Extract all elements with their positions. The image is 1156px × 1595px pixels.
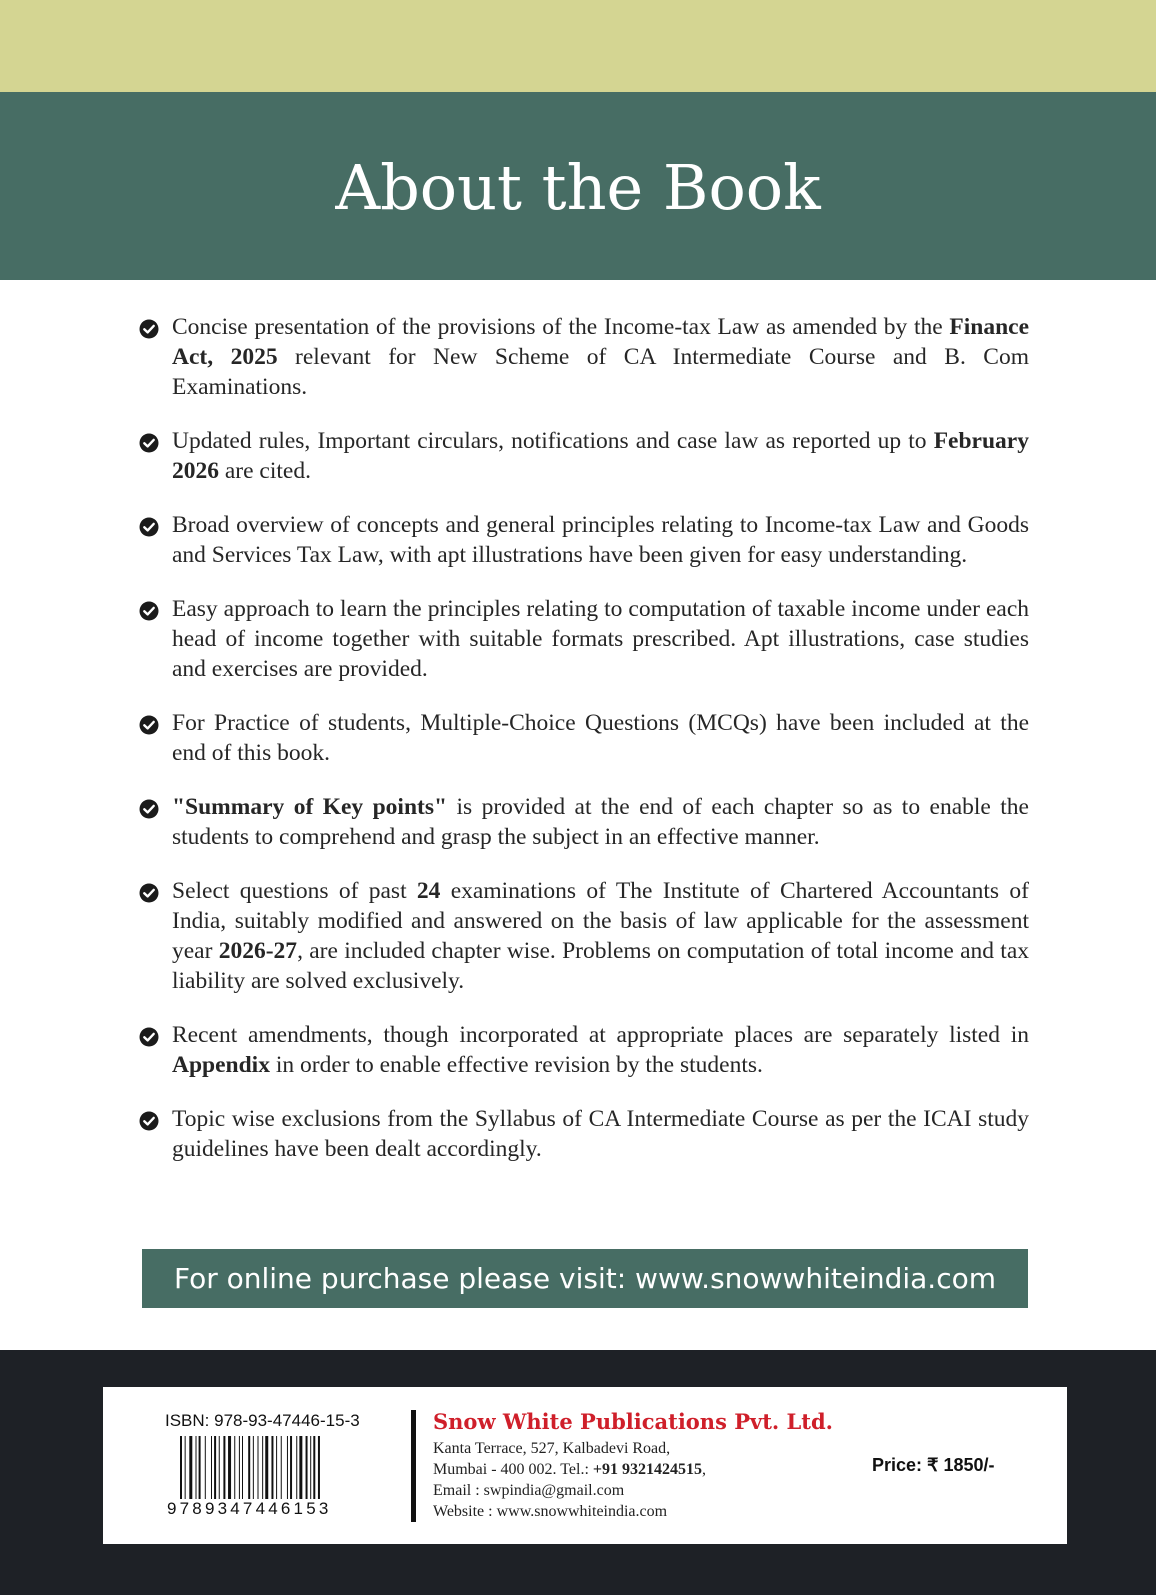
barcode-digits: 9789347446153 (167, 1499, 332, 1518)
bullet-item (139, 1104, 1029, 1164)
bullet-text: Easy approach to learn the principles relating to computation of taxable income under each head of income together with suitable formats prescribed. Apt illustrations, case studies and exercises are provided. (172, 596, 1029, 682)
barcode-bar (318, 1436, 320, 1500)
check-circle-icon (139, 715, 159, 735)
address-comma: , (702, 1461, 707, 1478)
bullet-text: are cited. (219, 458, 311, 484)
barcode-bar (185, 1436, 186, 1500)
publisher-website: Website : www.snowwhiteindia.com (433, 1503, 668, 1520)
barcode-bar (211, 1436, 212, 1500)
barcode-bar (299, 1436, 302, 1500)
bullet-item (139, 1020, 1029, 1080)
barcode-bar (180, 1436, 182, 1500)
footer-divider (411, 1410, 416, 1522)
barcode-bar (253, 1436, 254, 1500)
address-city: Mumbai - 400 002. Tel.: (433, 1461, 593, 1478)
bullet-item (139, 792, 1029, 852)
barcode-bar (265, 1436, 268, 1500)
bullet-text: Recent amendments, though incorporated at appropriate places are separately listed in (172, 1022, 1029, 1048)
publisher-email: Email : swpindia@gmail.com (433, 1482, 625, 1499)
publisher-phone: +91 9321424515 (592, 1461, 703, 1478)
barcode-bar (287, 1436, 288, 1500)
feature-list (139, 312, 1029, 1188)
barcode-bar (199, 1436, 201, 1500)
bullet-text: Concise presentation of the provisions of the Income-tax Law as amended by the (172, 314, 950, 340)
bullet-text: Broad overview of concepts and general principles relating to Income-tax Law and Goods and Services Tax Law, with apt illustrations have been given for easy understanding. (172, 512, 1029, 568)
bullet-text: Updated rules, Important circulars, notifications and case law as reported up to (172, 428, 934, 454)
bullet-text: Select questions of past (172, 878, 417, 904)
bullet-text: For Practice of students, Multiple-Choice Questions (MCQs) have been included at the end of this book. (172, 710, 1029, 766)
bullet-text: , are included chapter wise. Problems on computation of total income and tax liability are solved exclusively. (172, 938, 1029, 994)
publisher-address-line1: Kanta Terrace, 527, Kalbadevi Road, (433, 1440, 671, 1457)
bullet-text: relevant for New Scheme of CA Intermediate Course and B. Com Examinations. (172, 344, 1029, 400)
bullet-text: is provided at the end of each chapter so as to enable the students to comprehend and grasp the subject in an effective manner. (172, 794, 1029, 850)
barcode-bar (219, 1436, 220, 1500)
barcode-bar (271, 1436, 273, 1500)
promo-banner (142, 1249, 1028, 1308)
check-circle-icon (139, 883, 159, 903)
bullet-item (139, 312, 1029, 402)
check-circle-icon (139, 517, 159, 537)
barcode-bar (290, 1436, 292, 1500)
bullet-text: Topic wise exclusions from the Syllabus of CA Intermediate Course as per the ICAI study guidelines have been dealt accordingly. (172, 1106, 1029, 1162)
barcode-bar (310, 1436, 311, 1500)
bullet-item (139, 876, 1029, 996)
barcode-bar (214, 1436, 216, 1500)
bullet-bold-text: Appendix (172, 1052, 270, 1078)
check-circle-icon (139, 799, 159, 819)
bullet-text: examinations of The Institute of Chartered Accountants of India, suitably modified and answered on the basis of law applicable for the assessment year (172, 878, 1029, 964)
barcode-bar (276, 1436, 277, 1500)
barcode-bar (281, 1436, 282, 1500)
barcode-bar (306, 1436, 308, 1500)
bullet-bold-text: February 2026 (172, 428, 1029, 484)
bullet-text: in order to enable effective revision by the students. (269, 1052, 763, 1078)
publisher-name: Snow White Publications Pvt. Ltd. (433, 1409, 833, 1434)
bullet-bold-text: Finance Act, 2025 (172, 314, 1029, 370)
barcode-bar (248, 1436, 250, 1500)
check-circle-icon (139, 319, 159, 339)
barcode-bar (242, 1436, 243, 1500)
barcode-bar (205, 1436, 206, 1500)
barcode-bar (296, 1436, 297, 1500)
promo-text: For online purchase please visit: www.snowwhiteindia.com (173, 1262, 997, 1295)
barcode-bar (262, 1436, 263, 1500)
top-color-band (0, 0, 1156, 92)
barcode-bar (189, 1436, 192, 1500)
page-title: About the Book (335, 151, 821, 224)
bullet-item (139, 594, 1029, 684)
barcode-bar (196, 1436, 197, 1500)
bullet-bold-text: 24 (416, 878, 441, 904)
bullet-item (139, 510, 1029, 570)
publisher-address-line2 (433, 1461, 706, 1479)
bullet-bold-text: 2026-27 (218, 938, 298, 964)
barcode (178, 1436, 368, 1506)
bullet-item (139, 426, 1029, 486)
barcode-bar (223, 1436, 225, 1500)
barcode-bar (313, 1436, 315, 1500)
barcode-bar (228, 1436, 231, 1500)
bullet-item (139, 708, 1029, 768)
check-circle-icon (139, 1111, 159, 1131)
bullet-bold-text: "Summary of Key points" (172, 794, 448, 820)
check-circle-icon (139, 1027, 159, 1047)
check-circle-icon (139, 601, 159, 621)
isbn-label: ISBN: 978-93-47446-15-3 (165, 1411, 360, 1430)
barcode-bar (239, 1436, 240, 1500)
barcode-bar (234, 1436, 235, 1500)
barcode-bar (258, 1436, 259, 1500)
price-label: Price: ₹ 1850/- (872, 1455, 995, 1475)
check-circle-icon (139, 433, 159, 453)
